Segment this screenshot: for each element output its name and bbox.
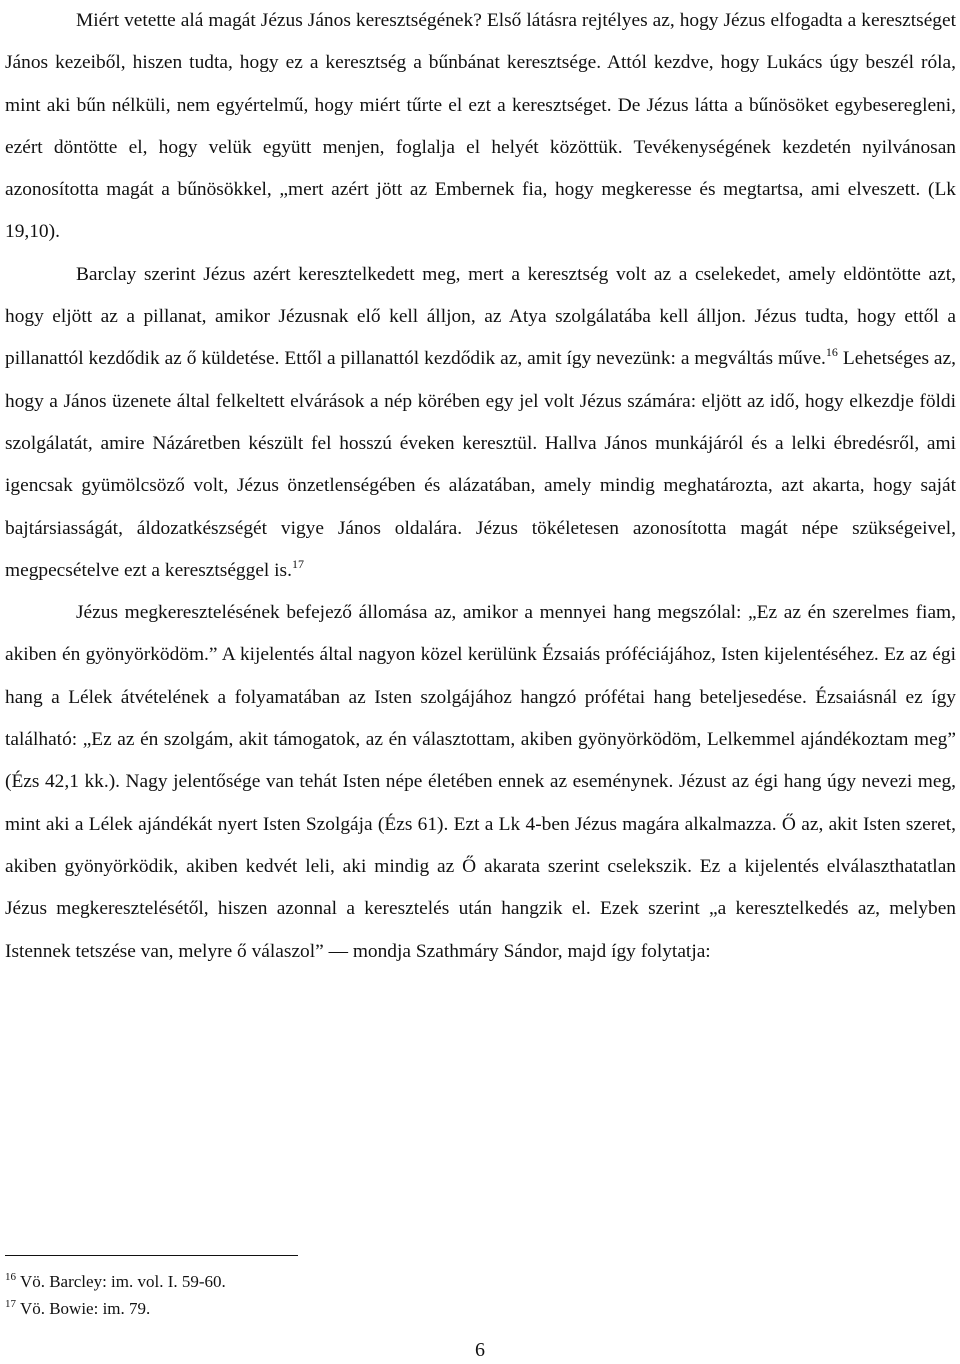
- paragraph-text: Jézus megkeresztelésének befejező állomása az, amikor a mennyei hang megszólal: „Ez az én szerelmes fiam, akiben én gyönyörködöm.” A kijelentés által nagyon közel kerülünk Ézsaiás próféciájához, Isten kijelentéséhez. Ez az égi hang a Lélek átvételének a folyamatában az Isten szolgájához hangzó prófétai hang beteljesedése. Ézsaiásnál ez így található: „Ez az én szolgám, akit támogatok, az én választottam, akiben gyönyörködöm, Lelkemmel ajándékoztam meg” (Ézs 42,1 kk.). Nagy jelentősége van tehát Isten népe életében ennek az eseménynek. Jézust az égi hang úgy nevezi meg, mint aki a Lélek ajándékát nyert Isten Szolgája (Ézs 61). Ezt a Lk 4-ben Jézus magára alkalmazza. Ő az, akit Isten szeret, akiben gyönyörködik, akiben kedvét leli, aki mindig az Ő akarata szerint cselekszik. Ez a kijelentés elválaszthatatlan Jézus megkeresztelésétől, hiszen azonnal a keresztelés után hangzik el. Ezek szerint „a keresztelkedés az, melyben Istennek tetszése van, melyre ő válaszol” — mondja Szathmáry Sándor, majd így folytatja:: [5, 602, 956, 962]
- paragraph: [5, 0, 956, 254]
- footnotes: [5, 1268, 905, 1322]
- footnote-text: Vö. Bowie: im. 79.: [16, 1299, 151, 1318]
- footnote-reference: 16: [825, 345, 838, 360]
- paragraph: [5, 592, 956, 973]
- footnote-separator: [5, 1255, 298, 1256]
- paragraph-text: Lehetséges az, hogy a János üzenete által felkeltett elvárások a nép körében egy jel volt Jézus számára: eljött az idő, hogy elkezdje földi szolgálatát, amire Názáretben készült fel hosszú éveken keresztül. Hallva János munkájáról és a lelki ébredésről, ami igencsak gyümölcsöző volt, Jézus önzetlenségében és alázatában, amely mindig meghatározta, azt akarta, hogy saját bajtársiasságát, áldozatkészségét vigye János oldalára. Jézus tökéletesen azonosította magát népe szükségeivel, megpecsételve ezt a keresztséggel is.: [5, 348, 956, 581]
- paragraph-text: Miért vetette alá magát Jézus János keresztségének? Első látásra rejtélyes az, hogy Jézus elfogadta a keresztséget János kezeiből, hiszen tudta, hogy ez a keresztség a bűnbánat keresztsége. Attól kezdve, hogy Lukács úgy beszél róla, mint aki bűn nélküli, nem egyértelmű, hogy miért tűrte el ezt a keresztséget. De Jézus látta a bűnösöket egybeseregleni, ezért döntötte el, hogy velük együtt menjen, foglalja el helyét közöttük. Tevékenységének kezdetén nyilvánosan azonosította magát a bűnösökkel, „mert azért jött az Embernek fia, hogy megkeresse és megtartsa, ami elveszett. (Lk 19,10).: [5, 10, 956, 243]
- page-number: 6: [475, 1339, 485, 1361]
- footnote-text: Vö. Barcley: im. vol. I. 59-60.: [16, 1272, 226, 1291]
- footnote: [5, 1268, 905, 1295]
- footnote-reference: 17: [291, 556, 304, 571]
- paragraph-text: Barclay szerint Jézus azért keresztelkedett meg, mert a keresztség volt az a cselekedet, amely eldöntötte azt, hogy eljött az a pillanat, amikor Jézusnak elő kell álljon, az Atya szolgálatába kell álljon. Jézus tudta, hogy ettől a pillanattól kezdődik az ő küldetése. Ettől a pillanattól kezdődik az, amit így nevezünk: a megváltás műve.: [5, 263, 956, 370]
- footnote-number: 16: [5, 1271, 16, 1283]
- footnote: [5, 1295, 905, 1322]
- footnote-number: 17: [5, 1298, 16, 1310]
- body-text: [5, 0, 956, 973]
- paragraph: [5, 254, 956, 592]
